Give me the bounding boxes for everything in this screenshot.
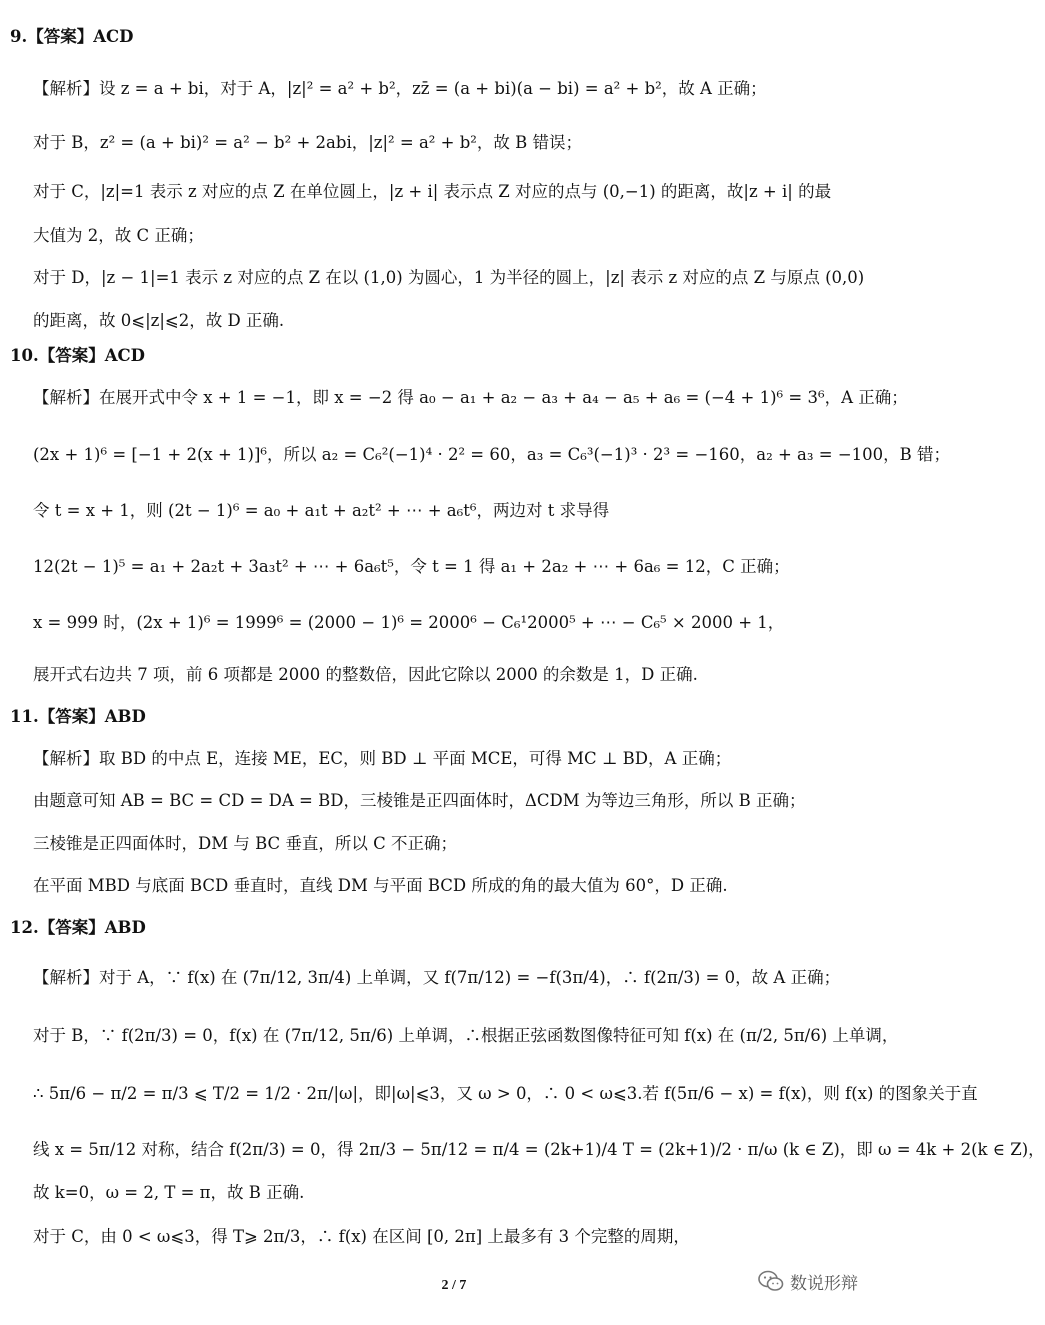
wechat-icon xyxy=(758,1270,784,1292)
q11-analysis-line: 三棱锥是正四面体时，DM 与 BC 垂直，所以 C 不正确； xyxy=(33,834,458,853)
q9-answer-heading: 9.【答案】ACD xyxy=(10,27,134,46)
q12-answer-heading: 12.【答案】ABD xyxy=(10,918,146,937)
q10-analysis-line: 12(2t − 1)⁵ = a₁ + 2a₂t + 3a₃t² + ⋯ + 6a₆t⁵，令 t = 1 得 a₁ + 2a₂ + ⋯ + 6a₆ = 12，C 正确； xyxy=(33,557,790,576)
q10-analysis-line: x = 999 时，(2x + 1)⁶ = 1999⁶ = (2000 − 1)⁶ = 2000⁶ − C₆¹2000⁵ + ⋯ − C₆⁵ × 2000 + 1， xyxy=(33,613,785,632)
q9-analysis-line: 对于 D，|z − 1|=1 表示 z 对应的点 Z 在以 (1,0) 为圆心，1 为半径的圆上，|z| 表示 z 对应的点 Z 与原点 (0,0) xyxy=(33,268,865,287)
q9-analysis-line: 大值为 2，故 C 正确； xyxy=(33,226,204,245)
q12-analysis-line: 对于 B，∵ f(2π/3) = 0，f(x) 在 (7π/12, 5π/6) 上单调，∴根据正弦函数图像特征可知 f(x) 在 (π/2, 5π/6) 上单调， xyxy=(33,1026,899,1045)
watermark xyxy=(758,1266,858,1296)
q9-analysis-line: 对于 C，|z|=1 表示 z 对应的点 Z 在单位圆上，|z + i| 表示点 Z 对应的点与 (0,−1) 的距离，故|z + i| 的最 xyxy=(33,182,832,201)
q11-analysis-line: 【解析】取 BD 的中点 E，连接 ME，EC，则 BD ⊥ 平面 MCE，可得 MC ⊥ BD，A 正确； xyxy=(33,749,732,768)
q11-answer-heading: 11.【答案】ABD xyxy=(10,707,146,726)
q9-analysis-line: 对于 B，z² = (a + bi)² = a² − b² + 2abi，|z|² = a² + b²，故 B 错误； xyxy=(33,133,583,152)
q10-analysis-line: 展开式右边共 7 项，前 6 项都是 2000 的整数倍，因此它除以 2000 的余数是 1，D 正确. xyxy=(33,665,698,684)
q12-analysis-line: 故 k=0，ω = 2, T = π，故 B 正确. xyxy=(33,1183,305,1202)
q12-analysis-line: ∴ 5π/6 − π/2 = π/3 ⩽ T/2 = 1/2 · 2π/|ω|，即|ω|⩽3，又 ω > 0，∴ 0 < ω⩽3.若 f(5π/6 − x) = f(x)，则 f(x) 的图象关于直 xyxy=(33,1084,978,1103)
q11-analysis-line: 由题意可知 AB = BC = CD = DA = BD，三棱锥是正四面体时，ΔCDM 为等边三角形，所以 B 正确； xyxy=(33,791,806,810)
q10-analysis-line: (2x + 1)⁶ = [−1 + 2(x + 1)]⁶，所以 a₂ = C₆²(−1)⁴ · 2² = 60，a₃ = C₆³(−1)³ · 2³ = −160，a₂ + a₃ = −100，B 错； xyxy=(33,445,951,464)
q10-answer-heading: 10.【答案】ACD xyxy=(10,346,145,365)
q10-analysis-line: 【解析】在展开式中令 x + 1 = −1，即 x = −2 得 a₀ − a₁ + a₂ − a₃ + a₄ − a₅ + a₆ = (−4 + 1)⁶ = 3⁶，A 正确； xyxy=(33,388,908,407)
q9-analysis-line: 的距离，故 0⩽|z|⩽2，故 D 正确. xyxy=(33,311,285,330)
q12-analysis-line: 线 x = 5π/12 对称，结合 f(2π/3) = 0，得 2π/3 − 5π/12 = π/4 = (2k+1)/4 T = (2k+1)/2 · π/ω (k ∈ Z)，即 ω = 4k + 2(k ∈ Z)， xyxy=(33,1140,1045,1159)
q9-analysis-line: 【解析】设 z = a + bi，对于 A，|z|² = a² + b²，zz̄ = (a + bi)(a − bi) = a² + b²，故 A 正确； xyxy=(33,79,767,98)
q12-analysis-line: 【解析】对于 A，∵ f(x) 在 (7π/12, 3π/4) 上单调，又 f(7π/12) = −f(3π/4)，∴ f(2π/3) = 0，故 A 正确； xyxy=(33,968,841,987)
q10-analysis-line: 令 t = x + 1，则 (2t − 1)⁶ = a₀ + a₁t + a₂t² + ⋯ + a₆t⁶，两边对 t 求导得 xyxy=(33,501,610,520)
q11-analysis-line: 在平面 MBD 与底面 BCD 垂直时，直线 DM 与平面 BCD 所成的角的最大值为 60°，D 正确. xyxy=(33,876,728,895)
page-number: 2 / 7 xyxy=(441,1278,467,1293)
watermark-text: 数说形辩 xyxy=(790,1273,858,1294)
q12-analysis-line: 对于 C，由 0 < ω⩽3，得 T⩾ 2π/3，∴ f(x) 在区间 [0, 2π] 上最多有 3 个完整的周期， xyxy=(33,1227,690,1246)
